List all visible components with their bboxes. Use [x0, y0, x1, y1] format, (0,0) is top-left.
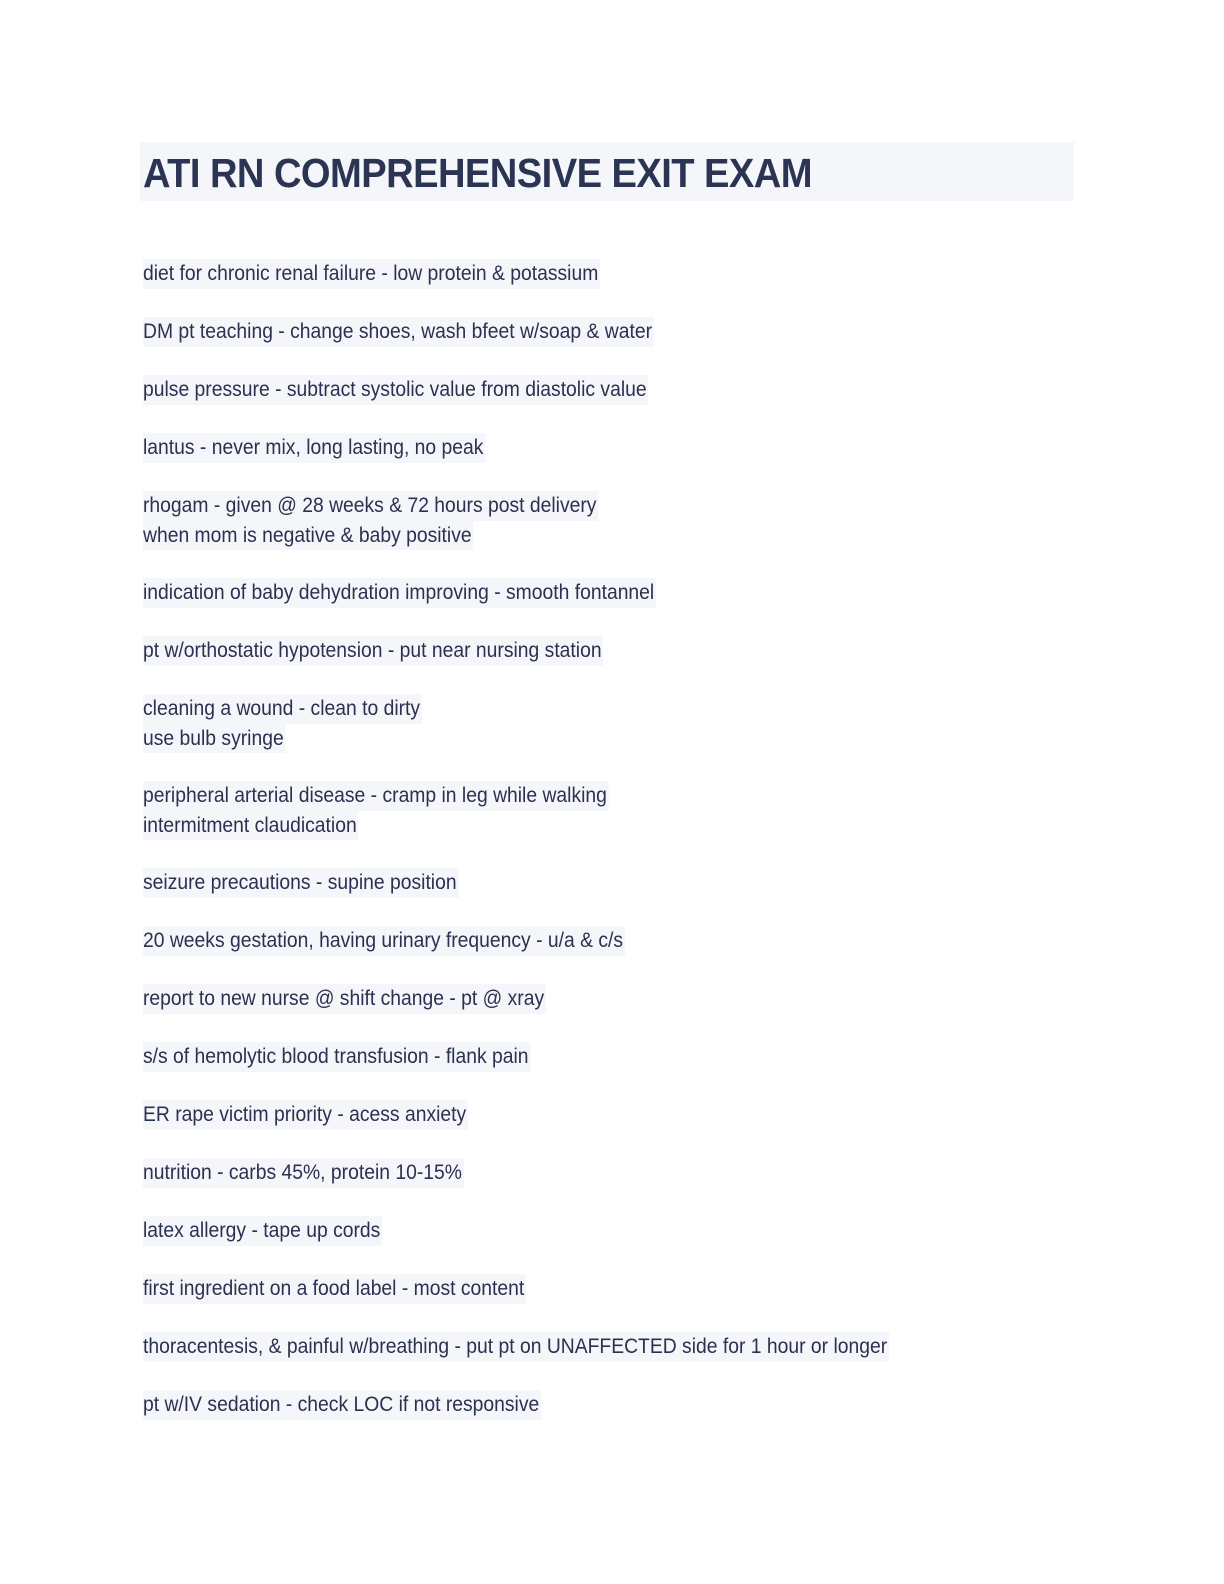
- note-entry: [143, 1042, 564, 1072]
- note-line: pt w/orthostatic hypotension - put near nursing station: [143, 636, 603, 666]
- note-entry: [143, 1274, 559, 1304]
- note-line: 20 weeks gestation, having urinary frequency - u/a & c/s: [143, 926, 625, 956]
- note-entry: [143, 868, 486, 898]
- note-line: DM pt teaching - change shoes, wash bfeet w/soap & water: [143, 317, 654, 347]
- note-line: indication of baby dehydration improving - smooth fontannel: [143, 578, 656, 608]
- note-line: when mom is negative & baby positive: [143, 521, 473, 551]
- note-line: cleaning a wound - clean to dirty: [143, 694, 422, 724]
- note-entry: [143, 1100, 496, 1130]
- note-line: intermitment claudication: [143, 811, 359, 841]
- note-entry: [143, 259, 640, 289]
- note-entry: [143, 375, 692, 405]
- note-entry: [143, 636, 643, 666]
- note-entry: [143, 694, 446, 753]
- note-entry: [143, 1216, 403, 1246]
- note-entry: [143, 491, 638, 550]
- note-line: thoracentesis, & painful w/breathing - put pt on UNAFFECTED side for 1 hour or longer: [143, 1332, 889, 1362]
- note-entry: [143, 1158, 492, 1188]
- note-line: rhogam - given @ 28 weeks & 72 hours post delivery: [143, 491, 598, 521]
- page-title: ATI RN COMPREHENSIVE EXIT EXAM: [143, 150, 812, 196]
- note-entry: [143, 317, 698, 347]
- note-entry: [143, 1332, 954, 1362]
- note-line: latex allergy - tape up cords: [143, 1216, 382, 1246]
- note-line: seizure precautions - supine position: [143, 868, 458, 898]
- note-line: diet for chronic renal failure - low protein & potassium: [143, 259, 600, 289]
- note-line: s/s of hemolytic blood transfusion - flank pain: [143, 1042, 530, 1072]
- note-line: lantus - never mix, long lasting, no peak: [143, 433, 485, 463]
- note-entry: [143, 781, 649, 840]
- note-entry: [143, 433, 515, 463]
- note-line: peripheral arterial disease - cramp in leg while walking: [143, 781, 609, 811]
- note-entry: [143, 984, 581, 1014]
- note-line: first ingredient on a food label - most content: [143, 1274, 526, 1304]
- note-line: report to new nurse @ shift change - pt @ xray: [143, 984, 546, 1014]
- note-entry: [143, 926, 667, 956]
- note-line: nutrition - carbs 45%, protein 10-15%: [143, 1158, 464, 1188]
- note-line: ER rape victim priority - acess anxiety: [143, 1100, 468, 1130]
- note-entry: [143, 1390, 576, 1420]
- note-entry: [143, 578, 701, 608]
- note-line: pulse pressure - subtract systolic value from diastolic value: [143, 375, 648, 405]
- note-line: pt w/IV sedation - check LOC if not responsive: [143, 1390, 541, 1420]
- note-line: use bulb syringe: [143, 724, 286, 754]
